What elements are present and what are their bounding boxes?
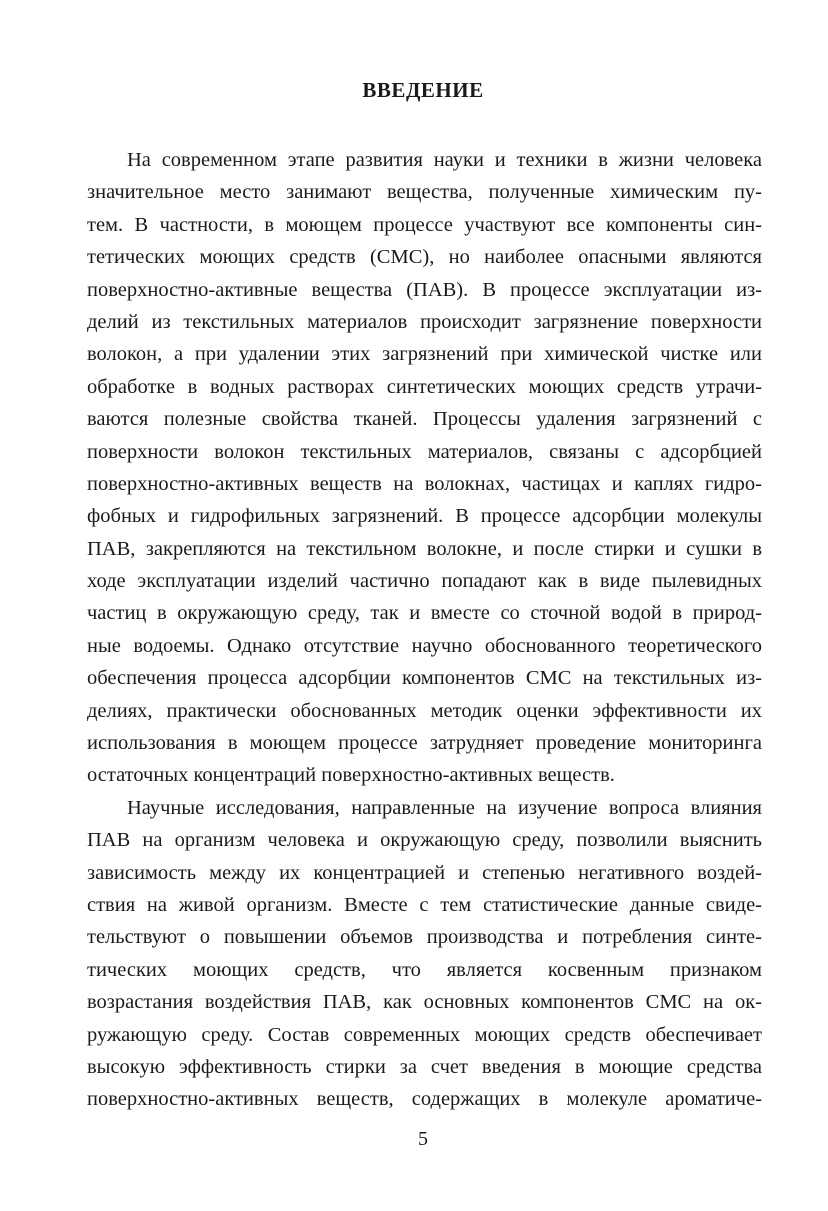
text-line: поверхностно-активные вещества (ПАВ). В процессе эксплуатации из- <box>87 278 762 301</box>
text-line: зависимость между их концентрацией и степенью негативного воздей- <box>87 861 762 884</box>
text-line: На современном этапе развития науки и техники в жизни человека <box>127 149 762 171</box>
text-line: ные водоемы. Однако отсутствие научно обоснованного теоретического <box>87 634 762 657</box>
text-line: возрастания воздействия ПАВ, как основных компонентов СМС на ок- <box>87 991 762 1014</box>
text-line: ружающую среду. Состав современных моющих средств обеспечивает <box>87 1023 762 1046</box>
text-line: обеспечения процесса адсорбции компонентов СМС на текстильных из- <box>87 667 762 690</box>
text-line: тических моющих средств, что является косвенным признаком <box>87 958 762 981</box>
text-line: поверхности волокон текстильных материалов, связаны с адсорбцией <box>87 440 762 463</box>
text-line: ПАВ на организм человека и окружающую среду, позволили выяснить <box>87 829 762 852</box>
text-line: использования в моющем процессе затрудняет проведение мониторинга <box>87 732 762 755</box>
body-text <box>87 144 762 1116</box>
text-line: обработке в водных растворах синтетических моющих средств утрачи- <box>87 375 762 398</box>
text-line: Научные исследования, направленные на изучение вопроса влияния <box>127 796 762 819</box>
text-line: тем. В частности, в моющем процессе участвуют все компоненты син- <box>87 213 762 236</box>
section-heading: ВВЕДЕНИЕ <box>362 78 484 102</box>
paragraph <box>87 792 762 1116</box>
text-line: высокую эффективность стирки за счет введения в моющие средства <box>87 1055 762 1078</box>
text-line: поверхностно-активных веществ, содержащих в молекуле ароматиче- <box>87 1088 762 1111</box>
paragraph <box>87 144 762 792</box>
text-line: ваются полезные свойства тканей. Процессы удаления загрязнений с <box>87 408 762 431</box>
text-line: ходе эксплуатации изделий частично попадают как в виде пылевидных <box>87 570 762 593</box>
text-line: значительное место занимают вещества, полученные химическим пу- <box>87 181 762 204</box>
text-line: волокон, а при удалении этих загрязнений при химической чистке или <box>87 343 762 366</box>
text-line: ствия на живой организм. Вместе с тем статистические данные свиде- <box>87 893 762 916</box>
text-line: ПАВ, закрепляются на текстильном волокне, и после стирки и сушки в <box>87 537 762 560</box>
text-line: делий из текстильных материалов происходит загрязнение поверхности <box>87 310 762 333</box>
text-line: делиях, практически обоснованных методик оценки эффективности их <box>87 699 762 722</box>
text-line: поверхностно-активных веществ на волокнах, частицах и каплях гидро- <box>87 472 762 495</box>
text-line: фобных и гидрофильных загрязнений. В процессе адсорбции молекулы <box>87 505 762 528</box>
text-line: тельствуют о повышении объемов производства и потребления синте- <box>87 926 762 949</box>
text-line: остаточных концентраций поверхностно-активных веществ. <box>87 764 615 787</box>
text-line: частиц в окружающую среду, так и вместе со сточной водой в природ- <box>87 602 762 625</box>
page-number: 5 <box>418 1128 428 1150</box>
text-line: тетических моющих средств (СМС), но наиболее опасными являются <box>87 246 762 269</box>
